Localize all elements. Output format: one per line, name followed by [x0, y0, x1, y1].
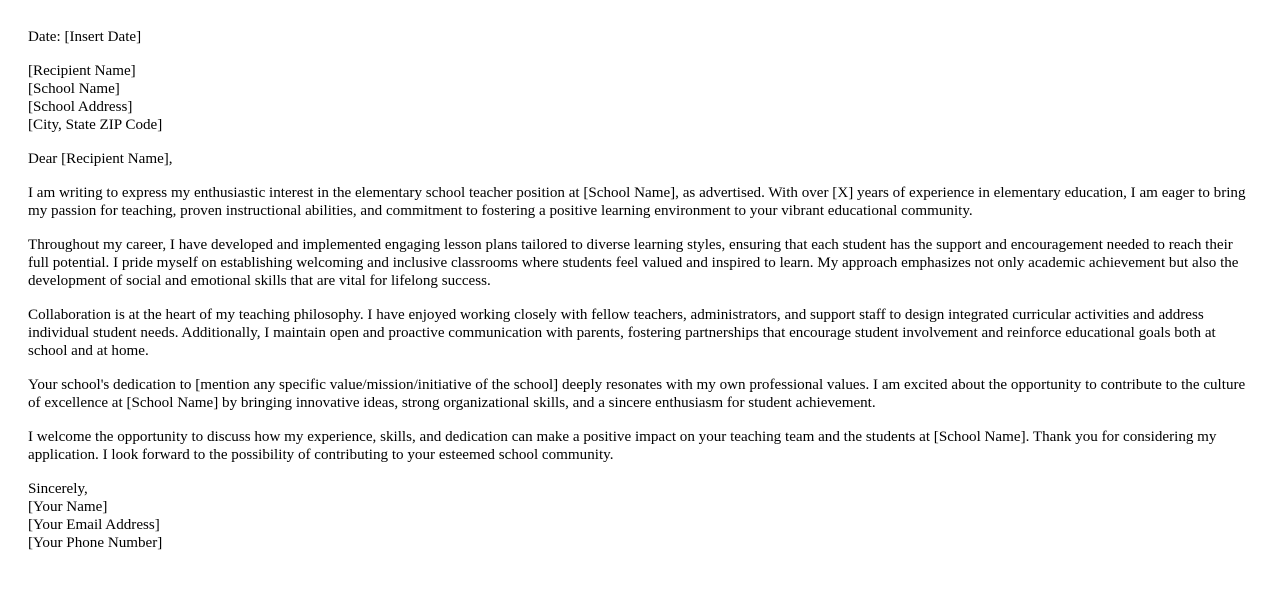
sender-name: [Your Name]: [28, 499, 108, 515]
salutation-block: [28, 150, 1254, 168]
body-paragraph-experience: Throughout my career, I have developed and implemented engaging lesson plans tailored to diverse learning styles, ensuring that each student has the support and encouragement needed to reach their full potential. I pride myself on establishing welcoming and inclusive classrooms where students feel valued and inspired to learn. My approach emphasizes not only academic achievement but also the development of social and emotional skills that are vital for lifelong success.: [28, 237, 1239, 289]
letter-date: Date: [Insert Date]: [28, 29, 142, 45]
school-address: [School Address]: [28, 99, 133, 115]
signoff: Sincerely,: [28, 481, 88, 497]
signature-block: [28, 480, 1254, 552]
recipient-name: [Recipient Name]: [28, 63, 136, 79]
salutation: Dear [Recipient Name],: [28, 151, 173, 167]
body-paragraph-collaboration: Collaboration is at the heart of my teaching philosophy. I have enjoyed working closely with fellow teachers, administrators, and support staff to design integrated curricular activities and address individual student needs. Additionally, I maintain open and proactive communication with parents, fostering partnerships that encourage student involvement and reinforce educational goals both at school and at home.: [28, 307, 1216, 359]
date-block: [28, 28, 1254, 46]
cover-letter: [28, 28, 1254, 568]
sender-email: [Your Email Address]: [28, 517, 160, 533]
recipient-block: [28, 62, 1254, 134]
body-paragraph-intro: I am writing to express my enthusiastic interest in the elementary school teacher position at [School Name], as advertised. With over [X] years of experience in elementary education, I am eager to bring my passion for teaching, proven instructional abilities, and commitment to fostering a positive learning environment to your vibrant educational community.: [28, 185, 1246, 219]
school-name: [School Name]: [28, 81, 120, 97]
sender-phone: [Your Phone Number]: [28, 535, 163, 551]
body-paragraph-school-values: Your school's dedication to [mention any specific value/mission/initiative of the school] deeply resonates with my own professional values. I am excited about the opportunity to contribute to the culture of excellence at [School Name] by bringing innovative ideas, strong organizational skills, and a sincere enthusiasm for student achievement.: [28, 377, 1246, 411]
body-paragraph-closing: I welcome the opportunity to discuss how my experience, skills, and dedication can make a positive impact on your teaching team and the students at [School Name]. Thank you for considering my application. I look forward to the possibility of contributing to your esteemed school community.: [28, 429, 1217, 463]
school-city: [City, State ZIP Code]: [28, 117, 163, 133]
